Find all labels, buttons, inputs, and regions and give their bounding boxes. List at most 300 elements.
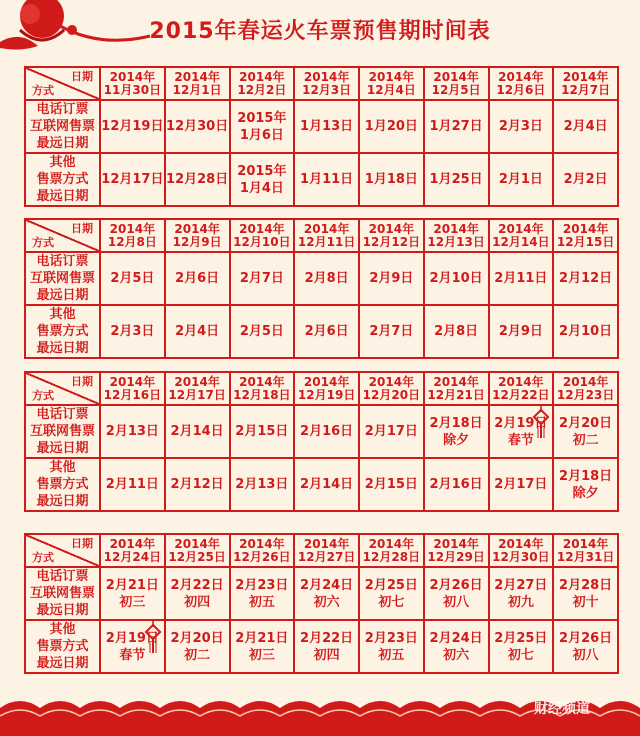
date-header-cell (553, 67, 618, 100)
cell-line: 2月9日 (369, 271, 414, 286)
cell-line: 12月30日 (166, 119, 229, 134)
date-header-cell (489, 372, 554, 405)
cell-line: 2月26日 (559, 630, 613, 646)
corner-method-label: 方式 (32, 84, 54, 97)
schedule-cell (553, 620, 618, 673)
chinese-knot-icon (532, 404, 550, 440)
cell-line: 售票方式 (36, 639, 89, 654)
cell-line: 除夕 (443, 432, 470, 448)
schedule-cell (294, 153, 359, 206)
chinese-knot-icon (144, 619, 162, 655)
cell-line: 2月6日 (304, 324, 349, 339)
cell-line: 2月23日 (235, 577, 289, 593)
row-label-phone (25, 405, 100, 458)
schedule-cell (489, 458, 554, 511)
corner-method-label: 方式 (32, 236, 54, 249)
schedule-cell (294, 305, 359, 358)
cell-line: 12月15日 (556, 234, 615, 249)
schedule-cell (359, 620, 424, 673)
corner-cell (25, 534, 100, 567)
cell-line: 2014年 (109, 221, 156, 236)
schedule-cell (553, 305, 618, 358)
cell-line: 2014年 (239, 374, 285, 389)
schedule-cell (424, 100, 489, 153)
schedule-cell (424, 458, 489, 511)
cell-line: 其他 (49, 307, 76, 322)
cell-line: 2014年 (174, 374, 220, 389)
cell-line: 12月11日 (297, 234, 356, 249)
cell-line: 2月11日 (105, 477, 159, 492)
schedule-cell (230, 100, 295, 153)
cell-line: 初七 (507, 647, 534, 663)
cell-line: 最远日期 (36, 656, 89, 671)
schedule-cell (230, 620, 295, 673)
schedule-cell (359, 305, 424, 358)
cell-line: 最远日期 (36, 136, 89, 151)
cell-line: 电话订票 (36, 407, 89, 422)
cell-line: 12月14日 (492, 234, 550, 249)
cell-line: 2月4日 (563, 119, 608, 134)
date-header-cell (489, 219, 554, 252)
schedule-cell (489, 100, 554, 153)
date-header-cell (165, 67, 230, 100)
cell-line: 2月7日 (369, 324, 414, 339)
cell-line: 初六 (443, 647, 470, 663)
corner-date-label: 日期 (71, 537, 93, 550)
date-header-cell (294, 534, 359, 567)
schedule-cell (424, 252, 489, 305)
schedule-cell (489, 252, 554, 305)
schedule-cell (359, 567, 424, 620)
date-header-cell (424, 534, 489, 567)
corner-date-label: 日期 (71, 222, 93, 235)
cell-line: 2月13日 (105, 424, 159, 439)
schedule-cell (424, 620, 489, 673)
date-header-cell (359, 372, 424, 405)
cell-line: 2014年 (303, 221, 350, 236)
corner-cell (25, 67, 100, 100)
schedule-cell (424, 405, 489, 458)
cell-line: 其他 (49, 155, 76, 170)
cell-line: 2月19日 (105, 630, 159, 646)
schedule-cell (553, 458, 618, 511)
cell-line: 12月10日 (233, 234, 291, 249)
schedule-cell (230, 458, 295, 511)
schedule-cell (294, 252, 359, 305)
cell-line: 12月31日 (556, 549, 615, 564)
cell-line: 除夕 (572, 485, 599, 501)
cell-line: 12月24日 (103, 549, 162, 564)
cell-line: 2014年 (498, 536, 544, 551)
cell-line: 最远日期 (36, 441, 89, 456)
cell-line: 2月24日 (429, 630, 483, 646)
schedule-cell (294, 100, 359, 153)
cell-line: 12月21日 (427, 387, 485, 402)
cell-line: 1月11日 (300, 172, 354, 187)
corner-cell (25, 372, 100, 405)
cell-line: 1月6日 (239, 127, 284, 143)
date-header-cell (553, 219, 618, 252)
table-row (25, 458, 618, 511)
date-header-cell (489, 534, 554, 567)
cell-line: 2015年 (237, 110, 287, 126)
schedule-cell (165, 100, 230, 153)
schedule-cell (424, 305, 489, 358)
schedule-cell (165, 153, 230, 206)
schedule-table-4 (24, 533, 619, 674)
date-header-cell (553, 372, 618, 405)
cell-line: 12月19日 (101, 119, 164, 134)
table-row (25, 252, 618, 305)
date-header-cell (230, 534, 295, 567)
schedule-cell (230, 252, 295, 305)
cell-line: 12月18日 (233, 387, 291, 402)
cell-line: 电话订票 (36, 102, 89, 117)
date-header-cell (359, 67, 424, 100)
cell-line: 2014年 (239, 536, 285, 551)
schedule-cell (489, 620, 554, 673)
cell-line: 2014年 (239, 221, 285, 236)
table-row (25, 153, 618, 206)
cell-line: 2月13日 (235, 477, 289, 492)
schedule-cell (100, 305, 165, 358)
cell-line: 2014年 (562, 69, 609, 84)
cell-line: 初十 (572, 594, 599, 610)
cell-line: 1月27日 (429, 119, 483, 134)
cell-line: 2月8日 (304, 271, 349, 286)
cell-line: 2014年 (562, 374, 609, 389)
schedule-table-2 (24, 218, 619, 359)
table-row (25, 305, 618, 358)
cell-line: 电话订票 (36, 569, 89, 584)
cell-line: 2月23日 (364, 630, 418, 646)
cell-line: 电话订票 (36, 254, 89, 269)
schedule-table-3 (24, 371, 619, 512)
schedule-cell (294, 620, 359, 673)
date-header-cell (165, 219, 230, 252)
cell-line: 12月19日 (297, 387, 356, 402)
cell-line: 2月26日 (429, 577, 483, 593)
cell-line: 2月18日 (429, 415, 483, 431)
corner-date-label: 日期 (71, 375, 93, 388)
cell-line: 2014年 (174, 221, 220, 236)
cell-line: 2014年 (562, 221, 609, 236)
cell-line: 2014年 (368, 536, 415, 551)
cell-line: 2014年 (303, 536, 350, 551)
schedule-cell (165, 620, 230, 673)
schedule-cell (165, 458, 230, 511)
schedule-cell (294, 458, 359, 511)
cell-line: 2月17日 (494, 477, 548, 492)
cell-line: 2014年 (368, 69, 415, 84)
row-label-other (25, 153, 100, 206)
cell-line: 2月18日 (559, 468, 613, 484)
cell-line: 12月17日 (168, 387, 226, 402)
cell-line: 售票方式 (36, 324, 89, 339)
cell-line: 2月20日 (170, 630, 224, 646)
schedule-cell (100, 100, 165, 153)
cell-line: 12月4日 (366, 82, 416, 97)
cell-line: 2月25日 (494, 630, 548, 646)
cell-line: 2014年 (109, 536, 156, 551)
table-row (25, 567, 618, 620)
cell-line: 2月22日 (300, 630, 354, 646)
cell-line: 12月5日 (431, 82, 481, 97)
cell-line: 2014年 (433, 536, 479, 551)
date-header-cell (230, 372, 295, 405)
cell-line: 2014年 (303, 69, 350, 84)
cell-line: 2月3日 (498, 119, 543, 134)
cell-line: 互联网售票 (29, 119, 95, 134)
cell-line: 2月10日 (429, 271, 483, 286)
date-header-cell (424, 372, 489, 405)
row-label-phone (25, 567, 100, 620)
row-label-other (25, 305, 100, 358)
cell-line: 12月13日 (427, 234, 485, 249)
cell-line: 12月17日 (101, 172, 164, 187)
cell-line: 2月15日 (235, 424, 289, 439)
cell-line: 2月28日 (559, 577, 613, 593)
cell-line: 互联网售票 (29, 424, 95, 439)
cell-line: 12月9日 (172, 234, 222, 249)
cell-line: 初八 (443, 594, 470, 610)
cell-line: 春节 (507, 432, 534, 448)
cell-line: 1月20日 (364, 119, 418, 134)
cell-line: 11月30日 (103, 82, 162, 97)
watermark: 财经频道 (534, 701, 590, 717)
schedule-cell (100, 153, 165, 206)
cell-line: 2月4日 (175, 324, 220, 339)
cell-line: 售票方式 (36, 477, 89, 492)
cell-line: 最远日期 (36, 494, 89, 509)
cell-line: 最远日期 (36, 288, 89, 303)
cell-line: 12月2日 (237, 82, 287, 97)
cell-line: 12月20日 (362, 387, 421, 402)
cell-line: 12月12日 (362, 234, 421, 249)
schedule-cell (424, 153, 489, 206)
cell-line: 2014年 (174, 69, 220, 84)
cell-line: 2014年 (498, 69, 544, 84)
cell-line: 2014年 (109, 374, 156, 389)
cell-line: 2014年 (303, 374, 350, 389)
cell-line: 12月25日 (168, 549, 226, 564)
schedule-cell (553, 567, 618, 620)
schedule-cell (165, 567, 230, 620)
page-title: 2015年春运火车票预售期时间表 (149, 19, 491, 44)
cell-line: 最远日期 (36, 341, 89, 356)
cell-line: 2月16日 (300, 424, 354, 439)
cell-line: 2月10日 (559, 324, 613, 339)
schedule-cell (553, 153, 618, 206)
cell-line: 春节 (119, 647, 146, 663)
cell-line: 2月3日 (110, 324, 155, 339)
cell-line: 12月3日 (302, 82, 352, 97)
cell-line: 12月28日 (362, 549, 421, 564)
cell-line: 2014年 (433, 221, 479, 236)
date-header-cell (165, 372, 230, 405)
schedule-cell (100, 405, 165, 458)
cell-line: 其他 (49, 622, 76, 637)
cell-line: 2月11日 (494, 271, 548, 286)
schedule-cell (489, 153, 554, 206)
cell-line: 2014年 (562, 536, 609, 551)
table-row (25, 100, 618, 153)
date-header-cell (230, 67, 295, 100)
cell-line: 2月8日 (434, 324, 479, 339)
cell-line: 2月5日 (239, 324, 284, 339)
cell-line: 12月29日 (427, 549, 485, 564)
cell-line: 互联网售票 (29, 271, 95, 286)
schedule-cell (359, 153, 424, 206)
schedule-cell (359, 100, 424, 153)
table-row (25, 620, 618, 673)
cell-line: 初二 (184, 647, 211, 663)
cell-line: 2014年 (368, 221, 415, 236)
cell-line: 12月6日 (496, 82, 546, 97)
schedule-cell (230, 153, 295, 206)
corner-method-label: 方式 (32, 551, 54, 564)
cell-line: 12月23日 (556, 387, 615, 402)
cell-line: 初二 (572, 432, 599, 448)
cell-line: 2月12日 (170, 477, 224, 492)
cell-line: 初三 (248, 647, 275, 663)
cell-line: 2月1日 (498, 172, 543, 187)
schedule-table-1 (24, 66, 619, 207)
cell-line: 2月2日 (563, 172, 608, 187)
cell-line: 2015年 (237, 163, 287, 179)
schedule-cell (294, 567, 359, 620)
cell-line: 2月24日 (300, 577, 354, 593)
schedule-cell (100, 458, 165, 511)
cell-line: 2014年 (174, 536, 220, 551)
cell-line: 互联网售票 (29, 586, 95, 601)
cell-line: 2014年 (368, 374, 415, 389)
date-header-cell (424, 67, 489, 100)
date-header-cell (100, 219, 165, 252)
cell-line: 2月12日 (559, 271, 613, 286)
cell-line: 最远日期 (36, 189, 89, 204)
cell-line: 2月21日 (235, 630, 289, 646)
cell-line: 初四 (184, 594, 211, 610)
cell-line: 2014年 (433, 374, 479, 389)
cell-line: 12月7日 (561, 82, 611, 97)
cell-line: 2月9日 (498, 324, 543, 339)
schedule-cell (100, 252, 165, 305)
cell-line: 售票方式 (36, 172, 89, 187)
date-header-cell (489, 67, 554, 100)
cell-line: 初四 (313, 647, 340, 663)
date-header-cell (230, 219, 295, 252)
corner-method-label: 方式 (32, 389, 54, 402)
cell-line: 2月16日 (429, 477, 483, 492)
schedule-cell (230, 305, 295, 358)
cell-line: 2月6日 (175, 271, 220, 286)
cell-line: 初六 (313, 594, 340, 610)
date-header-cell (553, 534, 618, 567)
cell-line: 1月18日 (364, 172, 418, 187)
schedule-cell (553, 100, 618, 153)
date-header-cell (100, 67, 165, 100)
cell-line: 12月16日 (103, 387, 162, 402)
cell-line: 初五 (378, 647, 405, 663)
cell-line: 12月22日 (492, 387, 550, 402)
schedule-cell (553, 405, 618, 458)
cell-line: 2014年 (498, 221, 544, 236)
schedule-cell (165, 252, 230, 305)
date-header-cell (100, 534, 165, 567)
corner-date-label: 日期 (71, 70, 93, 83)
cell-line: 2014年 (498, 374, 544, 389)
cell-line: 2014年 (239, 69, 285, 84)
row-label-phone (25, 100, 100, 153)
cell-line: 2014年 (109, 69, 156, 84)
cell-line: 2月5日 (110, 271, 155, 286)
cell-line: 最远日期 (36, 603, 89, 618)
schedule-cell (359, 252, 424, 305)
row-label-phone (25, 252, 100, 305)
date-header-cell (165, 534, 230, 567)
corner-cell (25, 219, 100, 252)
date-header-cell (359, 534, 424, 567)
schedule-cell (489, 305, 554, 358)
cell-line: 2月20日 (559, 415, 613, 431)
schedule-cell (359, 405, 424, 458)
cell-line: 2月14日 (170, 424, 224, 439)
cell-line: 2月7日 (239, 271, 284, 286)
table-row (25, 405, 618, 458)
schedule-cell (230, 405, 295, 458)
cell-line: 2月22日 (170, 577, 224, 593)
cell-line: 2月27日 (494, 577, 548, 593)
cell-line: 2月25日 (364, 577, 418, 593)
date-header-cell (424, 219, 489, 252)
date-header-cell (294, 67, 359, 100)
date-header-cell (294, 219, 359, 252)
cell-line: 初七 (378, 594, 405, 610)
cell-line: 12月27日 (297, 549, 356, 564)
cell-line: 12月30日 (492, 549, 550, 564)
date-header-cell (100, 372, 165, 405)
cell-line: 2月15日 (364, 477, 418, 492)
cell-line: 2月19日 (494, 415, 548, 431)
cell-line: 12月26日 (233, 549, 291, 564)
cell-line: 2月14日 (300, 477, 354, 492)
cell-line: 12月1日 (172, 82, 222, 97)
row-label-other (25, 458, 100, 511)
cell-line: 2014年 (433, 69, 479, 84)
cell-line: 其他 (49, 460, 76, 475)
schedule-cell (489, 567, 554, 620)
schedule-cell (489, 405, 554, 458)
cell-line: 1月4日 (239, 180, 284, 196)
date-header-cell (294, 372, 359, 405)
cell-line: 初三 (119, 594, 146, 610)
date-header-cell (359, 219, 424, 252)
schedule-cell (553, 252, 618, 305)
cell-line: 2月21日 (105, 577, 159, 593)
cell-line: 1月13日 (300, 119, 354, 134)
cell-line: 初五 (248, 594, 275, 610)
row-label-other (25, 620, 100, 673)
cell-line: 1月25日 (429, 172, 483, 187)
cell-line: 2月17日 (364, 424, 418, 439)
schedule-cell (100, 567, 165, 620)
schedule-cell (165, 405, 230, 458)
cell-line: 12月28日 (166, 172, 229, 187)
cell-line: 初八 (572, 647, 599, 663)
schedule-cell (359, 458, 424, 511)
schedule-cell (424, 567, 489, 620)
